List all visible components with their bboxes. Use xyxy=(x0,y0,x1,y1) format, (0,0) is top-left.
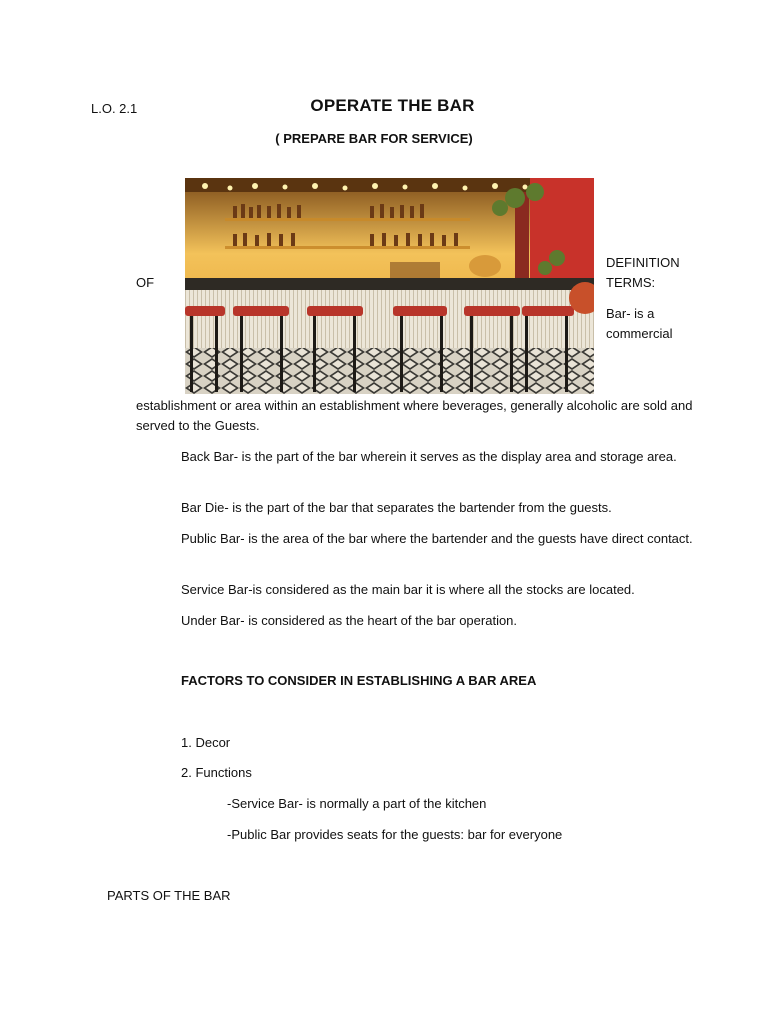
bar-interior-photo xyxy=(185,178,594,394)
bar-definition-text: establishment or area within an establishment where beverages, generally alcoholic are sold and served to the Guests. xyxy=(136,398,693,433)
bar-die-definition: Bar Die- is the part of the bar that separates the bartender from the guests. xyxy=(181,500,612,515)
service-bar-definition: Service Bar-is considered as the main bar it is where all the stocks are located. xyxy=(181,582,635,597)
page-subtitle: ( PREPARE BAR FOR SERVICE) xyxy=(275,131,473,146)
side-text-commercial: commercial xyxy=(606,326,673,341)
public-bar-definition: Public Bar- is the area of the bar where the bartender and the guests have direct contact. xyxy=(181,531,693,546)
page-title: OPERATE THE BAR xyxy=(310,96,475,115)
lo-label: L.O. 2.1 xyxy=(91,101,138,116)
factor-item-decor: 1. Decor xyxy=(181,735,231,750)
function-sub-item-public-bar: -Public Bar provides seats for the guests: bar for everyone xyxy=(227,827,563,842)
factor-item-functions: 2. Functions xyxy=(181,765,252,780)
side-text-of: OF xyxy=(136,275,155,290)
parts-of-bar-heading: PARTS OF THE BAR xyxy=(107,888,231,903)
factors-heading: FACTORS TO CONSIDER IN ESTABLISHING A BAR AREA xyxy=(181,673,537,688)
back-bar-definition: Back Bar- is the part of the bar wherein it serves as the display area and storage area. xyxy=(181,449,677,464)
under-bar-definition: Under Bar- is considered as the heart of the bar operation. xyxy=(181,613,518,628)
function-sub-item-service-bar: -Service Bar- is normally a part of the kitchen xyxy=(227,796,487,811)
side-text-bar-is-a: Bar- is a xyxy=(606,306,655,321)
side-text-terms: TERMS: xyxy=(606,275,656,290)
side-text-definition: DEFINITION xyxy=(606,255,680,270)
